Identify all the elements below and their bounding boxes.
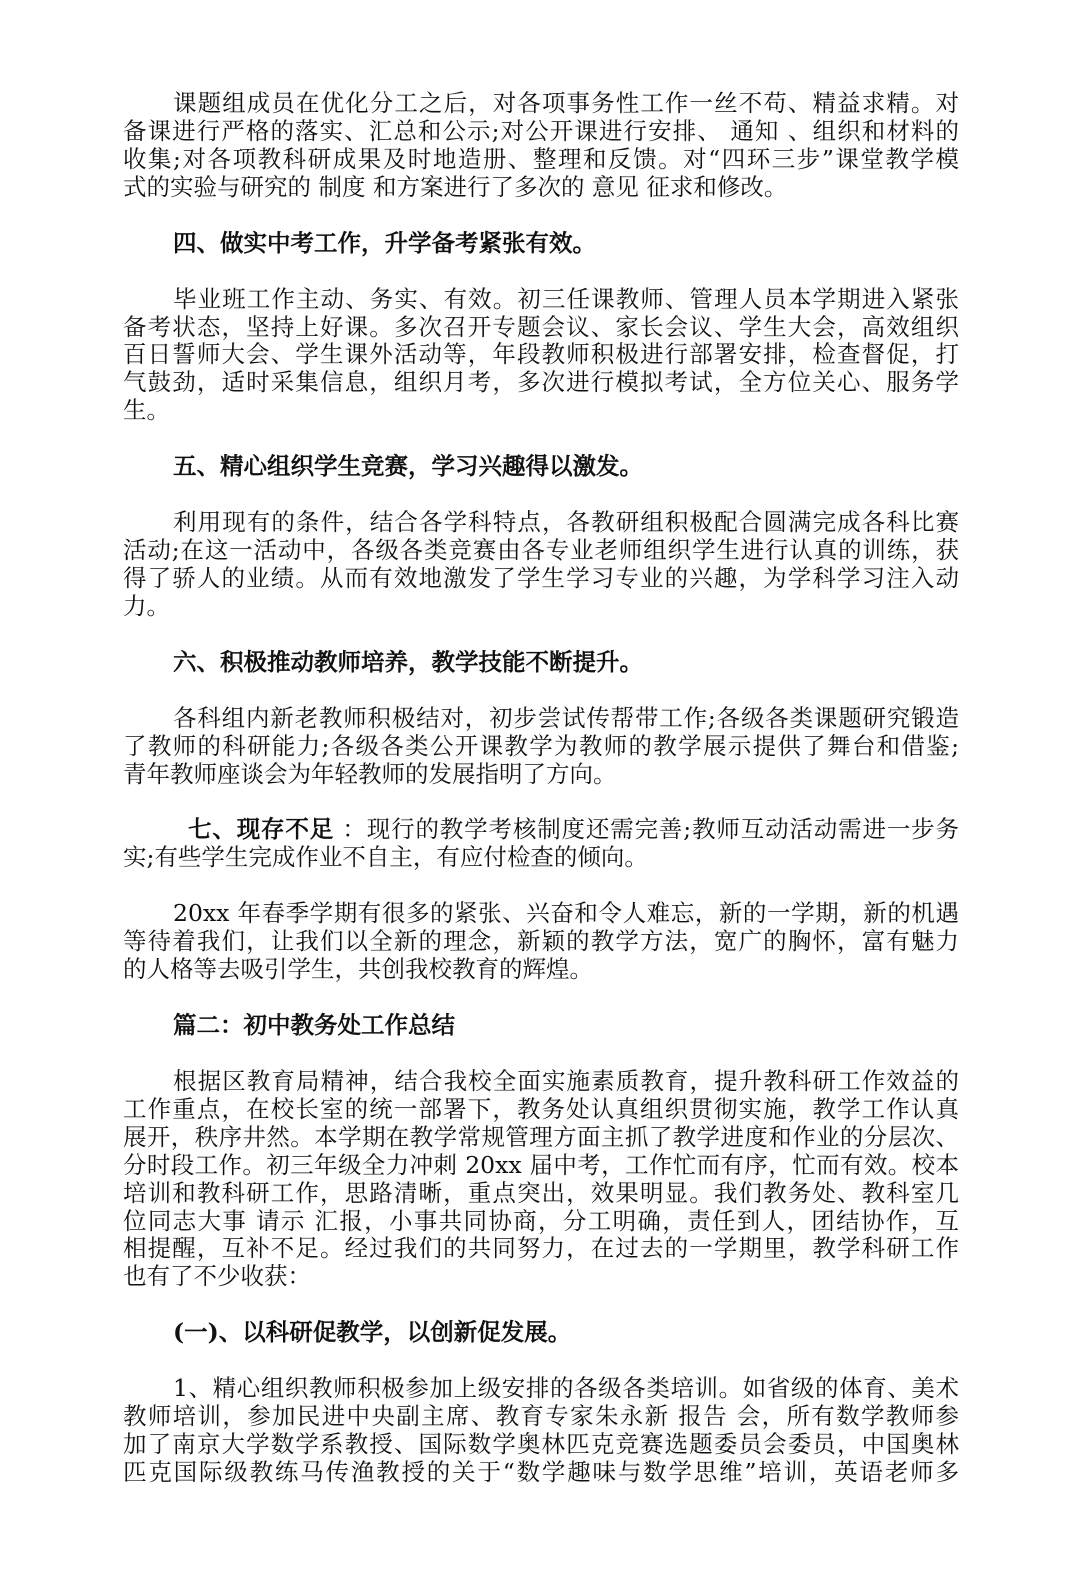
paragraph bbox=[123, 90, 959, 202]
paragraph-line: 百日誓师大会、学生课外活动等，年段教师积极进行部署安排，检查督促，打 bbox=[123, 340, 959, 369]
document-body bbox=[123, 90, 959, 1515]
section-heading: (一)、以科研促教学，以创新促发展。 bbox=[173, 1318, 572, 1347]
paragraph-line: 了教师的科研能力;各级各类公开课教学为教师的教学展示提供了舞台和借鉴; bbox=[123, 731, 959, 760]
section-heading: 六、积极推动教师培养，教学技能不断提升。 bbox=[173, 647, 643, 676]
section-heading: 五、精心组织学生竞赛，学习兴趣得以激发。 bbox=[173, 452, 643, 481]
paragraph-line: 备课进行严格的落实、汇总和公示;对公开课进行安排、 通知 、组织和材料的 bbox=[123, 116, 959, 145]
paragraph bbox=[123, 705, 959, 789]
paragraph-line: 20xx 年春季学期有很多的紧张、兴奋和令人难忘，新的一学期，新的机遇 bbox=[173, 899, 959, 928]
paragraph bbox=[123, 509, 959, 621]
paragraph-line: 也有了不少收获： bbox=[123, 1262, 311, 1291]
paragraph-line: 备考状态，坚持上好课。多次召开专题会议、家长会议、学生大会，高效组织 bbox=[123, 312, 959, 341]
paragraph bbox=[123, 816, 959, 872]
paragraph-line: 课题组成员在优化分工之后，对各项事务性工作一丝不苟、精益求精。对 bbox=[173, 89, 959, 117]
paragraph-line: 式的实验与研究的 制度 和方案进行了多次的 意见 征求和修改。 bbox=[123, 172, 788, 201]
paragraph-line: 力。 bbox=[123, 591, 170, 620]
paragraph-line: 教师培训，参加民进中央副主席、教育专家朱永新 报告 会，所有数学教师参 bbox=[123, 1402, 959, 1431]
paragraph-line: 活动;在这一活动中，各级各类竞赛由各专业老师组织学生进行认真的训练，获 bbox=[123, 536, 959, 564]
paragraph bbox=[123, 1068, 959, 1292]
paragraph-line: 的人格等去吸引学生，共创我校教育的辉煌。 bbox=[123, 955, 593, 984]
paragraph-line: 得了骄人的业绩。从而有效地激发了学生学习专业的兴趣，为学科学习注入动 bbox=[123, 563, 959, 592]
paragraph-line: 相提醒，互补不足。经过我们的共同努力，在过去的一学期里，教学科研工作 bbox=[123, 1234, 959, 1263]
paragraph bbox=[123, 286, 959, 426]
paragraph-line: 等待着我们，让我们以全新的理念，新颖的教学方法，宽广的胸怀，富有魅力 bbox=[123, 927, 959, 956]
paragraph-line: 位同志大事 请示 汇报，小事共同协商，分工明确，责任到人，团结协作，互 bbox=[123, 1206, 959, 1235]
paragraph-line: 根据区教育局精神，结合我校全面实施素质教育，提升教科研工作效益的 bbox=[173, 1066, 959, 1095]
paragraph bbox=[123, 900, 959, 984]
paragraph-line: 利用现有的条件，结合各学科特点，各教研组积极配合圆满完成各科比赛 bbox=[173, 508, 959, 537]
paragraph-line: 各科组内新老教师积极结对，初步尝试传帮带工作;各级各类课题研究锻造 bbox=[173, 703, 959, 732]
paragraph bbox=[123, 1375, 959, 1487]
paragraph-line: 收集;对各项教科研成果及时地造册、整理和反馈。对“四环三步”课堂教学模 bbox=[123, 144, 959, 173]
paragraph-line-text: ：现行的教学考核制度还需完善;教师互动活动需进一步务 bbox=[334, 815, 960, 844]
paragraph-line: 分时段工作。初三年级全力冲刺 20xx 届中考，工作忙而有序，忙而有效。校本 bbox=[123, 1150, 959, 1179]
paragraph-line: 培训和教科研工作，思路清晰，重点突出，效果明显。我们教务处、教科室几 bbox=[123, 1178, 959, 1207]
paragraph-line: 加了南京大学数学系教授、国际数学奥林匹克竞赛选题委员会委员，中国奥林 bbox=[123, 1430, 959, 1458]
paragraph-line: 匹克国际级教练马传渔教授的关于“数学趣味与数学思维”培训，英语老师多 bbox=[123, 1457, 959, 1486]
paragraph-line: 青年教师座谈会为年轻教师的发展指明了方向。 bbox=[123, 759, 617, 788]
paragraph-line: 1、精心组织教师积极参加上级安排的各级各类培训。如省级的体育、美术 bbox=[173, 1374, 959, 1403]
paragraph-line: 实;有些学生完成作业不自主，有应付检查的倾向。 bbox=[123, 843, 648, 872]
section-heading: 篇二：初中教务处工作总结 bbox=[173, 1010, 455, 1039]
paragraph-line: 气鼓劲，适时采集信息，组织月考，多次进行模拟考试，全方位关心、服务学 bbox=[123, 368, 959, 397]
section-heading: 四、做实中考工作，升学备考紧张有效。 bbox=[173, 228, 596, 257]
inline-heading: 七、现存不足 bbox=[188, 815, 335, 844]
paragraph-line: 工作重点，在校长室的统一部署下，教务处认真组织贯彻实施，教学工作认真 bbox=[123, 1094, 959, 1123]
paragraph-line: 生。 bbox=[123, 396, 170, 425]
paragraph-line: 毕业班工作主动、务实、有效。初三任课教师、管理人员本学期进入紧张 bbox=[173, 284, 959, 313]
paragraph-line: 展开，秩序井然。本学期在教学常规管理方面主抓了教学进度和作业的分层次、 bbox=[123, 1122, 959, 1151]
paragraph-line bbox=[123, 816, 959, 844]
